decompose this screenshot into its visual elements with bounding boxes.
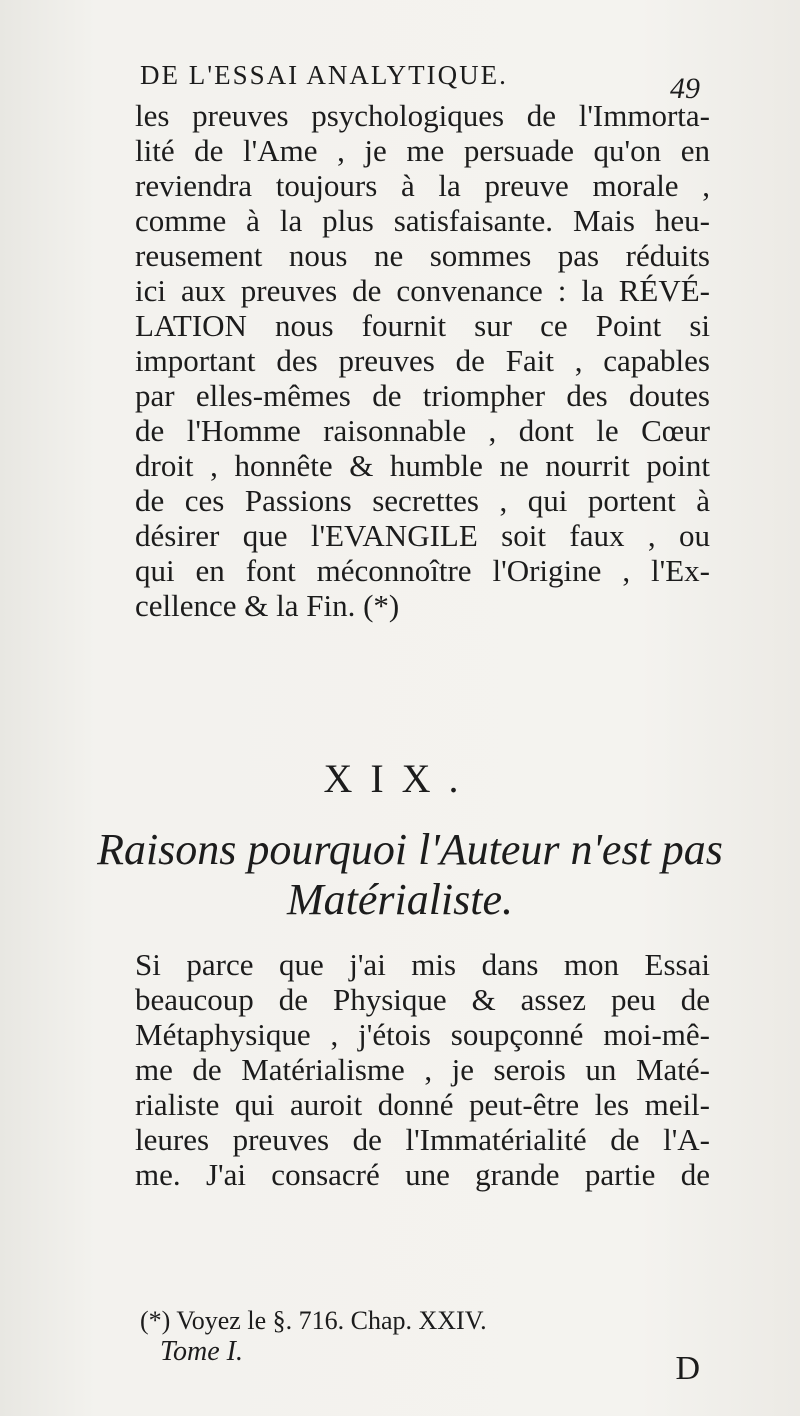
page-footer [160,1336,700,1387]
text-line: me. J'ai consacré une grande partie de [135,1157,710,1192]
text-line: droit , honnête & humble ne nourrit point [135,448,710,483]
text-line: de l'Homme raisonnable , dont le Cœur [135,413,710,448]
text-line: LATION nous fournit sur ce Point si [135,308,710,343]
text-line: Métaphysique , j'étois soupçonné moi-mê- [135,1017,710,1052]
text-line: important des preuves de Fait , capables [135,343,710,378]
text-line: par elles-mêmes de triompher des doutes [135,378,710,413]
text-line: me de Matérialisme , je serois un Maté- [135,1052,710,1087]
text-line: ici aux preuves de convenance : la RÉVÉ- [135,273,710,308]
text-line: Si parce que j'ai mis dans mon Essai [135,947,710,982]
running-head: DE L'ESSAI ANALYTIQUE. [140,60,508,90]
text-line: cellence & la Fin. (*) [135,588,400,623]
text-line: lité de l'Ame , je me persuade qu'on en [135,133,710,168]
text-line: reusement nous ne sommes pas réduits [135,238,710,273]
paragraph-1 [135,98,710,623]
section-title [0,825,800,925]
text-line: désirer que l'EVANGILE soit faux , ou [135,518,710,553]
tome-label: Tome I. [160,1336,243,1367]
page-number: 49 [670,72,700,105]
text-line: leures preuves de l'Immatérialité de l'A- [135,1122,710,1157]
paragraph-2 [135,947,710,1192]
page-header [140,60,700,105]
text-line: reviendra toujours à la preuve morale , [135,168,710,203]
text-line: comme à la plus satisfaisante. Mais heu- [135,203,710,238]
signature-mark: D [675,1350,700,1387]
text-line: de ces Passions secrettes , qui portent à [135,483,710,518]
text-line: les preuves psychologiques de l'Immorta- [135,98,710,133]
text-line: beaucoup de Physique & assez peu de [135,982,710,1017]
section-title-line: Matérialiste. [286,875,514,924]
text-line: rialiste qui auroit donné peut-être les meil- [135,1087,710,1122]
section-number: XIX. [323,756,477,801]
section-title-line: Raisons pourquoi l'Auteur n'est pas [97,825,723,874]
text-line: qui en font méconnoître l'Origine , l'Ex- [135,553,710,588]
footnote: (*) Voyez le §. 716. Chap. XXIV. [140,1306,487,1335]
